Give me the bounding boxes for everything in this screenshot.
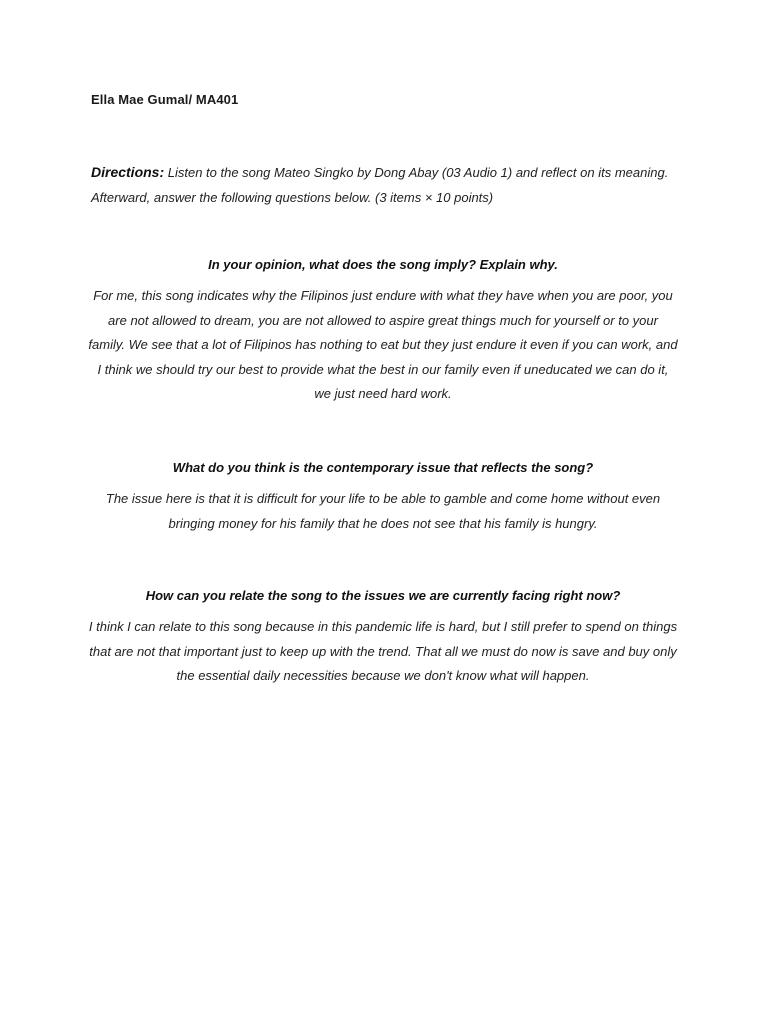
answer-3: I think I can relate to this song because in this pandemic life is hard, but I still prefer to spend on things that are not that important just to keep up with the trend. That all we must do now is save and buy only the essential daily necessities because we don't know what will happen. (88, 619, 678, 683)
answer-2: The issue here is that it is difficult for your life to be able to gamble and come home without even bringing money for his family that he does not see that his family is hungry. (105, 491, 661, 531)
question-block-2 (88, 459, 678, 536)
directions-text: Listen to the song Mateo Singko by Dong Abay (03 Audio 1) and reflect on its meaning. Afterward, answer the following questions below. (3 items × 10 points) (91, 165, 669, 205)
directions-label: Directions: (91, 164, 165, 180)
directions-paragraph (91, 160, 681, 210)
question-3: How can you relate the song to the issues we are currently facing right now? (145, 588, 621, 603)
question-2: What do you think is the contemporary issue that reflects the song? (172, 460, 594, 475)
question-1: In your opinion, what does the song imply? Explain why. (208, 257, 558, 272)
author-header: Ella Mae Gumal/ MA401 (91, 92, 239, 107)
question-block-1 (88, 256, 678, 407)
question-block-3 (88, 587, 678, 689)
answer-1: For me, this song indicates why the Filipinos just endure with what they have when you are poor, you are not allowed to dream, you are not allowed to aspire great things much for yourself or to your family. We see that a lot of Filipinos has nothing to eat but they just endure it even if you can work, and I think we should try our best to provide what the best in our family even if uneducated we can do it, we just need hard work. (88, 288, 678, 401)
